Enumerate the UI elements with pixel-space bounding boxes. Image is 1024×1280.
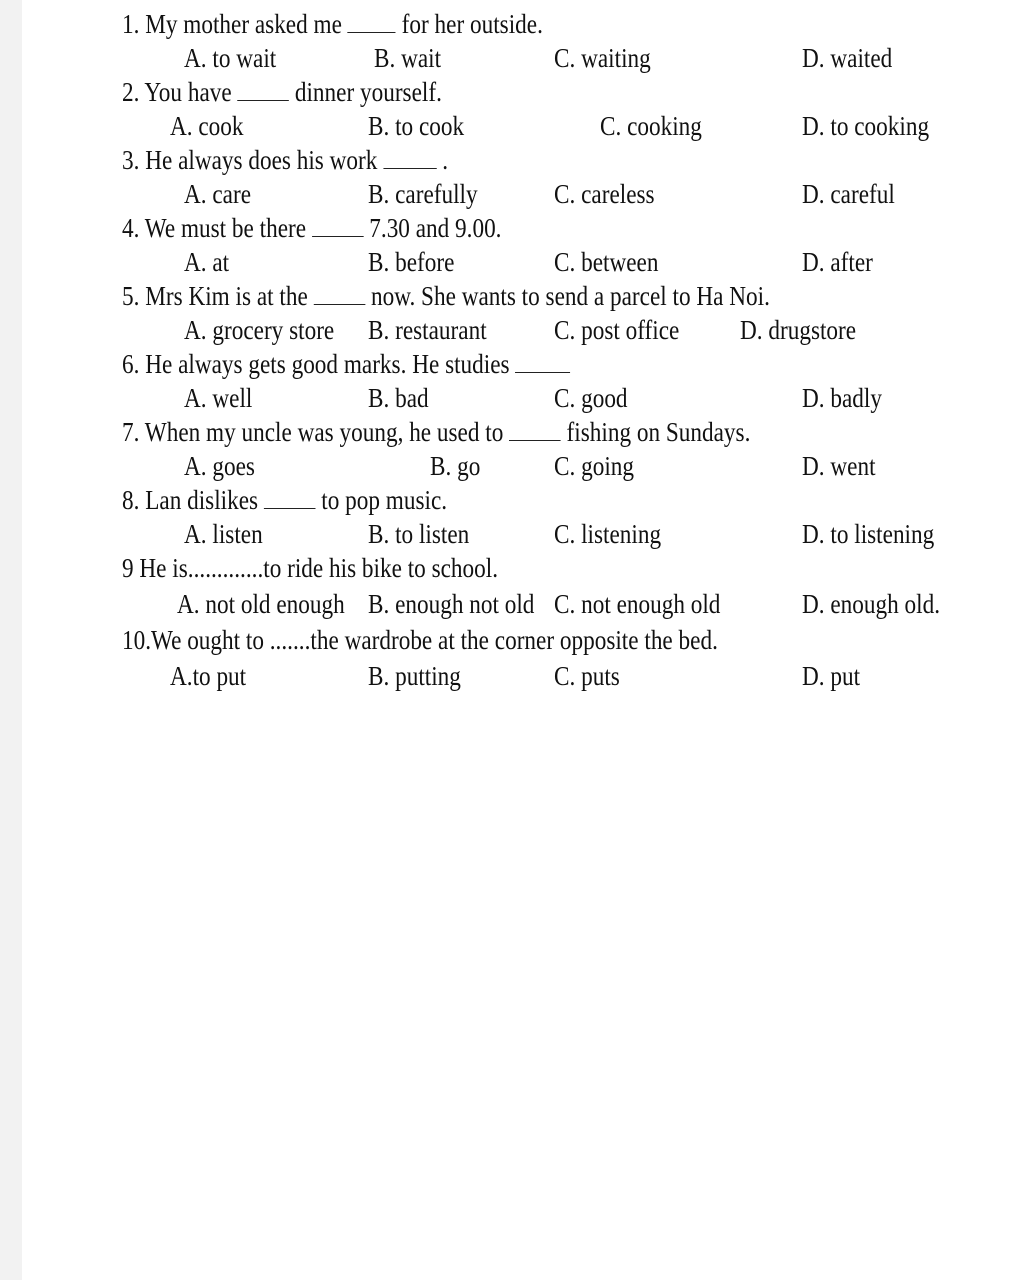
- question-1-text-post: for her outside.: [395, 9, 543, 39]
- question-10: [122, 623, 718, 657]
- q1-option-d: D. waited: [802, 43, 893, 73]
- q5-option-a: A. grocery store: [184, 315, 335, 345]
- q1-option-b: B. wait: [374, 43, 442, 73]
- question-9-text: 9 He is.............to ride his bike to school.: [122, 553, 499, 583]
- q7-option-d: D. went: [802, 451, 876, 481]
- q7-option-c: C. going: [554, 451, 634, 481]
- question-8-text-post: to pop music.: [315, 485, 448, 515]
- answer-blank: [264, 486, 316, 509]
- q6-option-a: A. well: [184, 383, 253, 413]
- q2-option-a: A. cook: [170, 111, 244, 141]
- q2-option-b: B. to cook: [368, 111, 465, 141]
- question-2-text-post: dinner yourself.: [289, 77, 442, 107]
- q4-option-d: D. after: [802, 247, 873, 277]
- question-5-text-pre: 5. Mrs Kim is at the: [122, 281, 314, 311]
- q5-option-d: D. drugstore: [740, 315, 857, 345]
- question-2-text-pre: 2. You have: [122, 77, 238, 107]
- q8-option-d: D. to listening: [802, 519, 935, 549]
- question-9: [122, 551, 498, 585]
- q2-option-d: D. to cooking: [802, 111, 930, 141]
- q7-option-a: A. goes: [184, 451, 255, 481]
- q10-option-a: A.to put: [170, 661, 247, 691]
- question-8-text-pre: 8. Lan dislikes: [122, 485, 264, 515]
- q8-option-b: B. to listen: [368, 519, 470, 549]
- q9-option-b: B. enough not old: [368, 589, 535, 619]
- question-6-text-pre: 6. He always gets good marks. He studies: [122, 349, 516, 379]
- question-10-text: 10.We ought to .......the wardrobe at the corner opposite the bed.: [122, 625, 718, 655]
- q1-option-c: C. waiting: [554, 43, 651, 73]
- question-4-text-post: 7.30 and 9.00.: [363, 213, 502, 243]
- q4-option-a: A. at: [184, 247, 230, 277]
- q10-option-c: C. puts: [554, 661, 620, 691]
- q9-option-d: D. enough old.: [802, 589, 941, 619]
- q3-option-c: C. careless: [554, 179, 655, 209]
- question-4: [122, 211, 501, 245]
- q4-option-c: C. between: [554, 247, 659, 277]
- question-1-text-pre: 1. My mother asked me: [122, 9, 348, 39]
- question-6: [122, 347, 570, 381]
- q5-option-b: B. restaurant: [368, 315, 487, 345]
- question-3-text-pre: 3. He always does his work: [122, 145, 384, 175]
- q3-option-a: A. care: [184, 179, 252, 209]
- question-5: [122, 279, 770, 313]
- question-7-text-pre: 7. When my uncle was young, he used to: [122, 417, 510, 447]
- question-8: [122, 483, 447, 517]
- question-2: [122, 75, 442, 109]
- answer-blank: [515, 350, 570, 373]
- q5-option-c: C. post office: [554, 315, 680, 345]
- question-4-text-pre: 4. We must be there: [122, 213, 312, 243]
- question-3: [122, 143, 448, 177]
- q9-option-c: C. not enough old: [554, 589, 721, 619]
- answer-blank: [237, 78, 289, 101]
- q10-option-d: D. put: [802, 661, 861, 691]
- q1-option-a: A. to wait: [184, 43, 277, 73]
- q3-option-b: B. carefully: [368, 179, 478, 209]
- q4-option-b: B. before: [368, 247, 455, 277]
- q6-option-c: C. good: [554, 383, 628, 413]
- question-3-text-post: .: [436, 145, 449, 175]
- q6-option-d: D. badly: [802, 383, 882, 413]
- q6-option-b: B. bad: [368, 383, 429, 413]
- answer-blank: [383, 146, 436, 169]
- q8-option-a: A. listen: [184, 519, 263, 549]
- answer-blank: [312, 214, 364, 237]
- q2-option-c: C. cooking: [600, 111, 702, 141]
- question-5-text-post: now. She wants to send a parcel to Ha Noi.: [365, 281, 770, 311]
- q10-option-b: B. putting: [368, 661, 461, 691]
- document-page: [22, 0, 1024, 1280]
- answer-blank: [509, 418, 561, 441]
- question-7-text-post: fishing on Sundays.: [560, 417, 751, 447]
- answer-blank: [348, 10, 396, 33]
- answer-blank: [314, 282, 366, 305]
- question-7: [122, 415, 750, 449]
- q7-option-b: B. go: [430, 451, 481, 481]
- q8-option-c: C. listening: [554, 519, 662, 549]
- question-1: [122, 7, 543, 41]
- q3-option-d: D. careful: [802, 179, 895, 209]
- q9-option-a: A. not old enough: [177, 589, 345, 619]
